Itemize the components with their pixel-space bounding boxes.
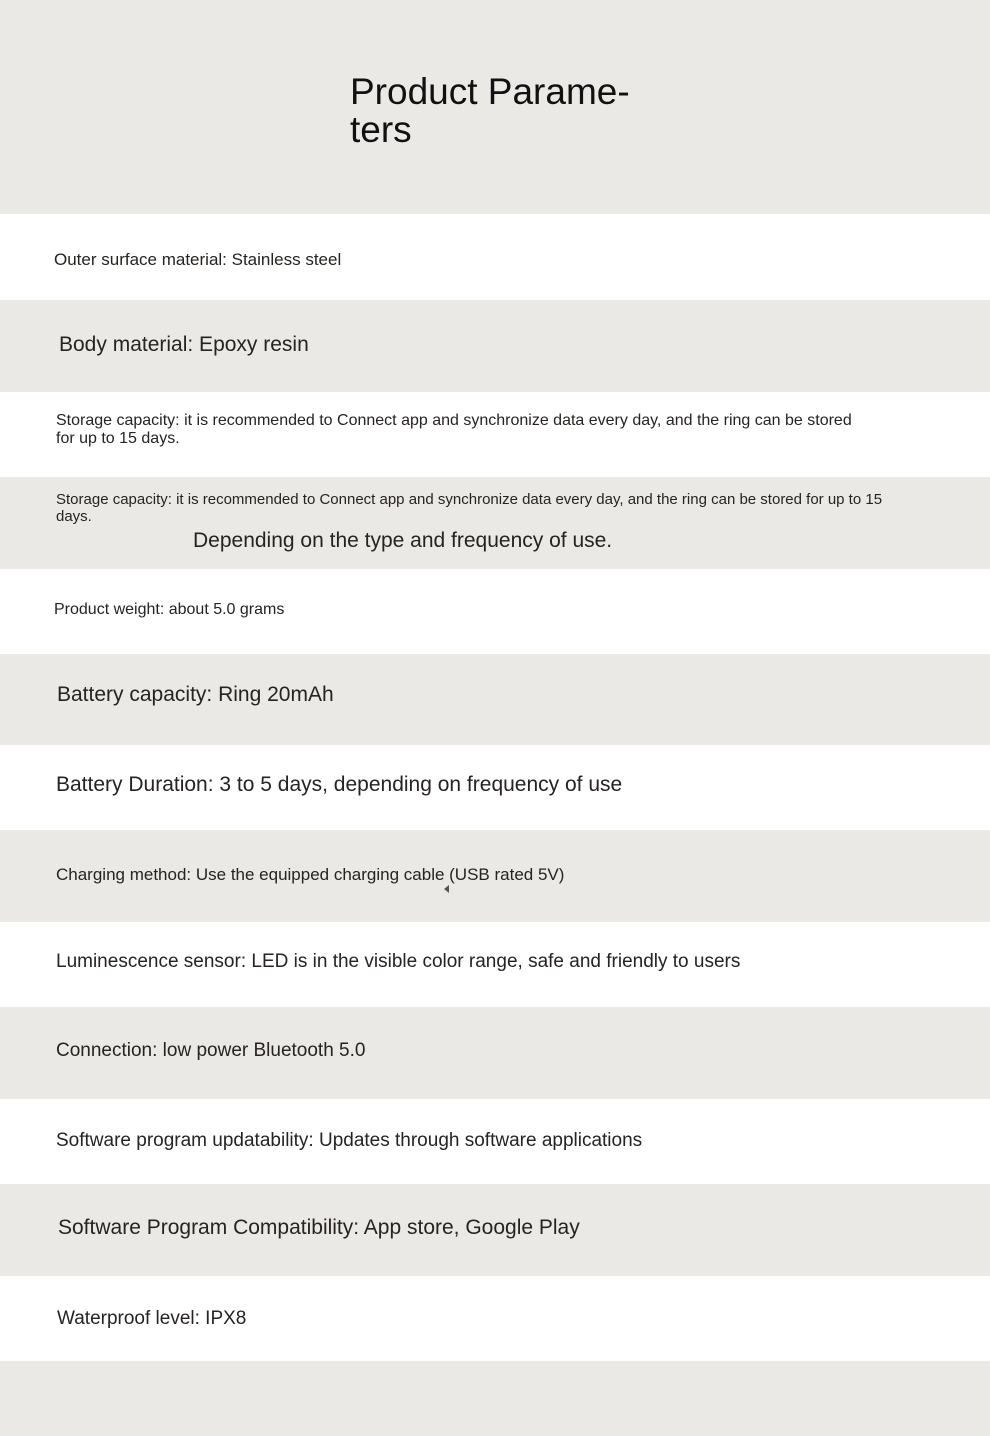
param-row-battery-duration [0,745,990,830]
param-row-waterproof [0,1276,990,1361]
header [0,0,990,214]
param-row-updatability [0,1099,990,1184]
param-battery-duration: Battery Duration: 3 to 5 days, depending on frequency of use [56,773,623,796]
footer-band [0,1361,990,1436]
param-row-connection [0,1007,990,1099]
cursor-mark-icon [444,885,449,893]
param-row-battery-capacity [0,654,990,745]
param-row-storage-1 [0,392,990,477]
param-row-charging [0,830,990,922]
param-body-material: Body material: Epoxy resin [59,333,309,356]
param-charging: Charging method: Use the equipped charging cable (USB rated 5V) [56,865,565,884]
param-row-outer-surface [0,214,990,300]
param-row-body-material [0,300,990,392]
param-luminescence: Luminescence sensor: LED is in the visible color range, safe and friendly to users [56,951,741,972]
page-title [350,73,670,149]
param-battery-capacity: Battery capacity: Ring 20mAh [57,683,334,706]
param-storage-note: Depending on the type and frequency of use. [193,529,613,552]
param-waterproof: Waterproof level: IPX8 [57,1308,247,1329]
param-connection: Connection: low power Bluetooth 5.0 [56,1040,366,1061]
page-title-text: Product Parame-ters [350,71,630,150]
param-row-weight [0,569,990,654]
param-row-luminescence [0,922,990,1007]
param-outer-surface: Outer surface material: Stainless steel [54,250,342,269]
param-compatibility: Software Program Compatibility: App store, Google Play [58,1216,580,1239]
param-weight: Product weight: about 5.0 grams [54,601,285,618]
param-row-compatibility [0,1184,990,1276]
param-updatability: Software program updatability: Updates through software applications [56,1130,643,1151]
param-storage-1: Storage capacity: it is recommended to Connect app and synchronize data every day, and the ring can be stored for up to 15 days. [56,412,852,447]
param-storage-2: Storage capacity: it is recommended to Connect app and synchronize data every day, and the ring can be stored for up to 15 days. [56,491,883,525]
param-row-storage-2 [0,477,990,569]
